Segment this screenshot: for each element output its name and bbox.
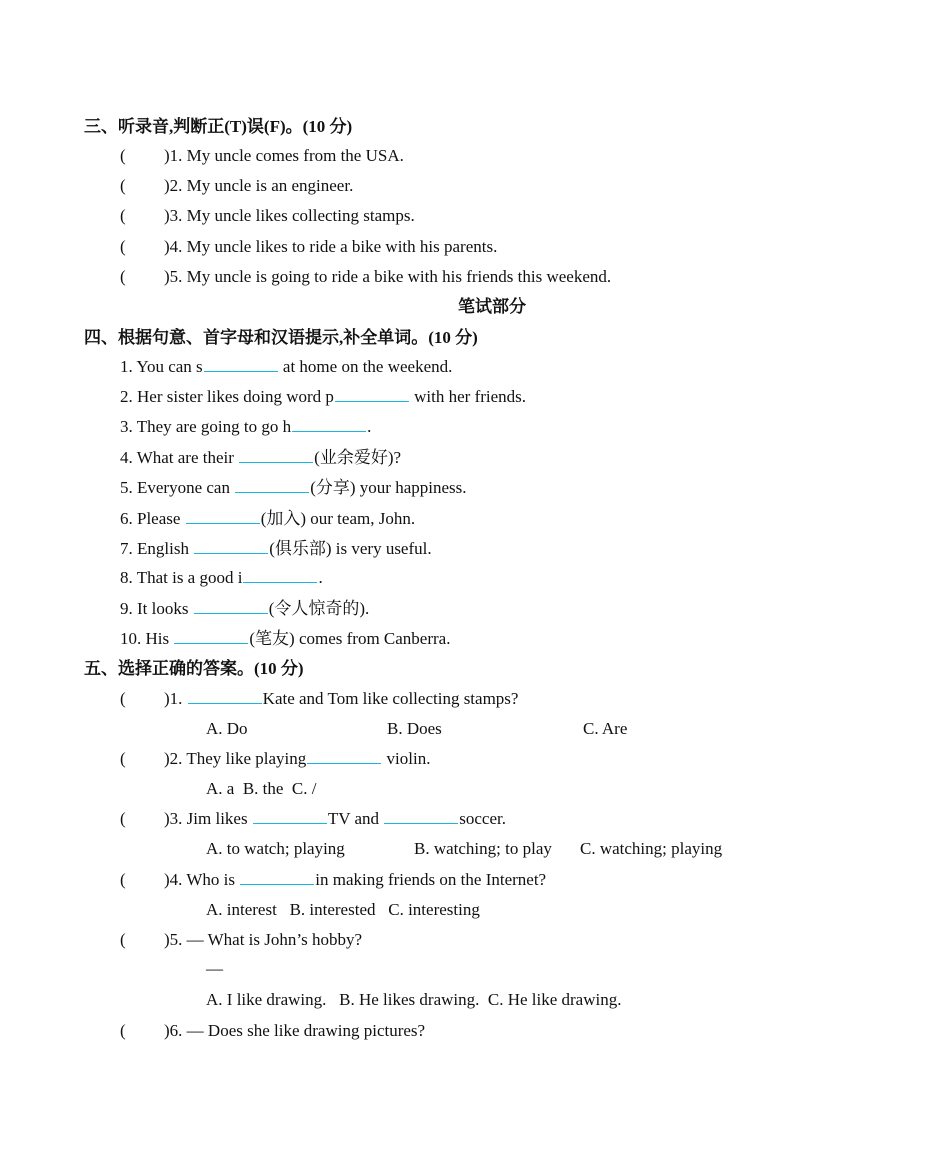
tf-item-3: ( )3. My uncle likes collecting stamps. [120, 206, 415, 225]
tf-item-4: ( )4. My uncle likes to ride a bike with his parents. [120, 237, 498, 256]
choice-q4: ( )4. Who is in making friends on the Internet? [120, 870, 547, 889]
tf-item-text: 3. My uncle likes collecting stamps. [169, 206, 415, 225]
section-3-title: 三、听录音,判断正(T)误(F)。(10 分) [84, 117, 353, 136]
answer-paren[interactable]: ( [120, 1021, 126, 1040]
fill-item-10: 10. His (笔友) comes from Canberra. [120, 629, 451, 648]
fill-item-5: 5. Everyone can (分享) your happiness. [120, 478, 467, 497]
section-4-title: 四、根据句意、首字母和汉语提示,补全单词。(10 分) [84, 328, 478, 347]
fill-item-2: 2. Her sister likes doing word p with her friends. [120, 387, 527, 406]
answer-blank[interactable] [188, 688, 262, 704]
choice-q1-option-b[interactable]: B. Does [387, 719, 442, 738]
answer-blank[interactable] [292, 416, 366, 432]
answer-paren[interactable]: ( [120, 930, 126, 949]
tf-item-text: 1. My uncle comes from the USA. [169, 146, 404, 165]
answer-blank[interactable] [240, 869, 314, 885]
fill-item-9: 9. It looks (令人惊奇的). [120, 599, 370, 618]
answer-blank[interactable] [243, 567, 317, 583]
choice-q5: ( )5. — What is John’s hobby? [120, 930, 363, 949]
answer-blank[interactable] [235, 477, 309, 493]
choice-q1-option-a[interactable]: A. Do [206, 719, 248, 738]
choice-q3: ( )3. Jim likes TV and soccer. [120, 809, 506, 828]
choice-q1-option-c[interactable]: C. Are [583, 719, 628, 738]
choice-q2-options[interactable]: A. a B. the C. / [206, 779, 317, 798]
fill-item-7: 7. English (俱乐部) is very useful. [120, 539, 432, 558]
fill-item-1: 1. You can s at home on the weekend. [120, 357, 453, 376]
answer-paren[interactable]: ( [120, 689, 126, 708]
answer-blank[interactable] [194, 538, 268, 554]
answer-paren[interactable]: ( [120, 267, 126, 286]
answer-blank[interactable] [239, 447, 313, 463]
choice-q3-option-c[interactable]: C. watching; playing [580, 839, 723, 858]
fill-item-6: 6. Please (加入) our team, John. [120, 509, 416, 528]
answer-blank[interactable] [253, 808, 327, 824]
answer-blank[interactable] [335, 386, 409, 402]
answer-blank[interactable] [186, 508, 260, 524]
fill-item-4: 4. What are their (业余爱好)? [120, 448, 402, 467]
tf-item-text: 5. My uncle is going to ride a bike with his friends this weekend. [169, 267, 612, 286]
written-heading: 笔试部分 [458, 297, 526, 316]
answer-paren[interactable]: ( [120, 870, 126, 889]
answer-blank[interactable] [174, 628, 248, 644]
answer-blank[interactable] [307, 748, 381, 764]
tf-item-text: 4. My uncle likes to ride a bike with his parents. [169, 237, 498, 256]
answer-paren[interactable]: ( [120, 237, 126, 256]
choice-q3-option-a[interactable]: A. to watch; playing [206, 839, 345, 858]
tf-item-2: ( )2. My uncle is an engineer. [120, 176, 354, 195]
choice-q2: ( )2. They like playing violin. [120, 749, 431, 768]
answer-blank[interactable] [194, 598, 268, 614]
choice-q5-answer-dash: — [206, 959, 223, 978]
answer-blank[interactable] [204, 356, 278, 372]
answer-paren[interactable]: ( [120, 176, 126, 195]
fill-item-8: 8. That is a good i . [120, 568, 323, 587]
choice-q6: ( )6. — Does she like drawing pictures? [120, 1021, 426, 1040]
answer-paren[interactable]: ( [120, 146, 126, 165]
tf-item-1: ( )1. My uncle comes from the USA. [120, 146, 404, 165]
answer-paren[interactable]: ( [120, 809, 126, 828]
fill-item-3: 3. They are going to go h . [120, 417, 372, 436]
tf-item-text: 2. My uncle is an engineer. [169, 176, 354, 195]
answer-paren[interactable]: ( [120, 749, 126, 768]
choice-q4-options[interactable]: A. interest B. interested C. interesting [206, 900, 480, 919]
answer-blank[interactable] [384, 808, 458, 824]
choice-q5-options[interactable]: A. I like drawing. B. He likes drawing. C. He like drawing. [206, 990, 622, 1009]
tf-item-5: ( )5. My uncle is going to ride a bike with his friends this weekend. [120, 267, 612, 286]
choice-q1: ( )1. Kate and Tom like collecting stamps? [120, 689, 519, 708]
section-5-title: 五、选择正确的答案。(10 分) [84, 659, 304, 678]
choice-q3-option-b[interactable]: B. watching; to play [414, 839, 552, 858]
answer-paren[interactable]: ( [120, 206, 126, 225]
